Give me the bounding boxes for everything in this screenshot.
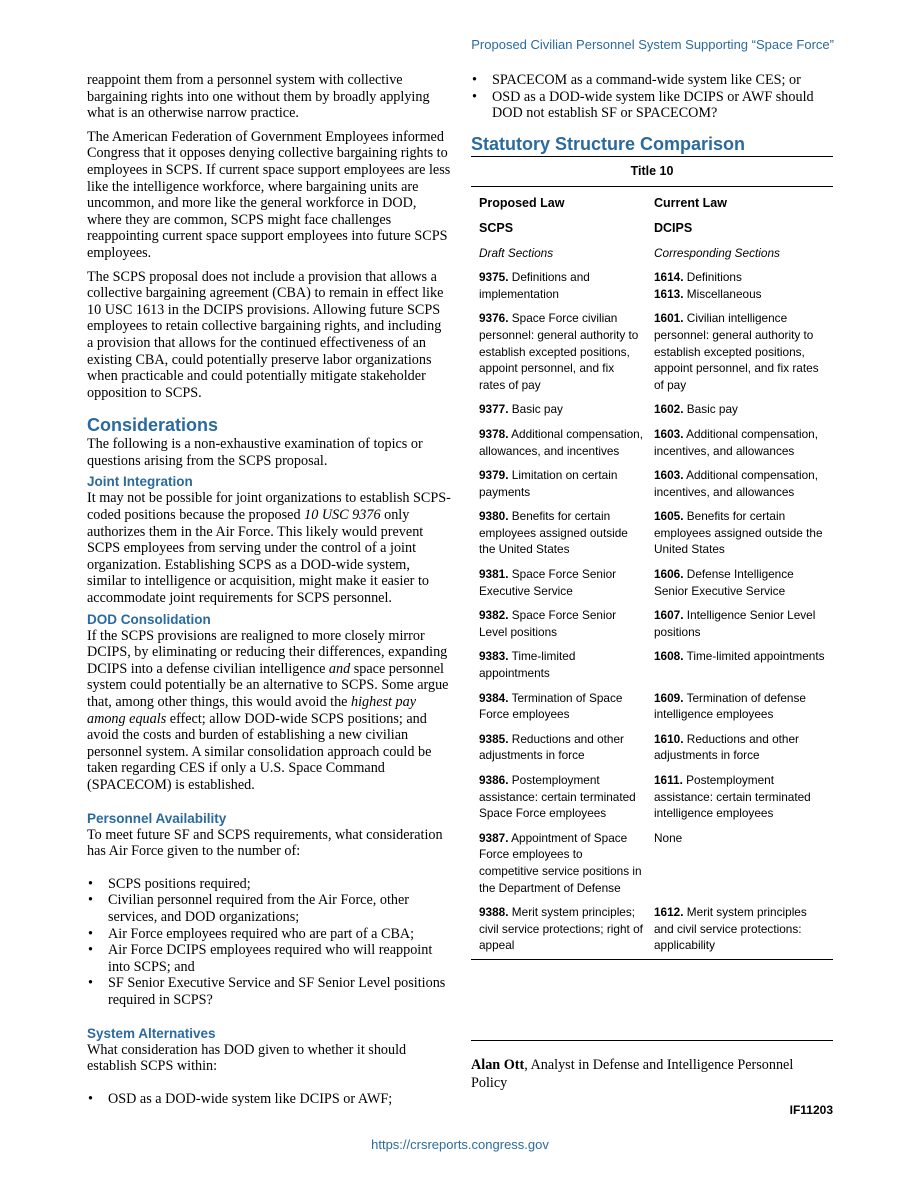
paragraph: The SCPS proposal does not include a provision that allows a collective bargaining agreement (CBA) to remain in effect like 10 USC 1613 in the DCIPS provisions. Allowing future SCPS employees to retain collective bargaining rights, and including a provision that allows for the continued effectiveness of an existing CBA, could potentially preserve labor organizations when practicable and could potentially mitigate stakeholder opposition to SCPS.: [87, 268, 444, 401]
current-cell: None: [654, 830, 683, 845]
table-note-row: [471, 245, 833, 270]
personnel-intro: To meet future SF and SCPS requirements, what consideration has Air Force given to the number of:: [87, 826, 443, 860]
proposed-cell: 9378. Additional compensation, allowances, and incentives: [479, 426, 643, 458]
table-caption-row: [471, 157, 833, 187]
proposed-cell: 9381. Space Force Senior Executive Service: [479, 567, 617, 598]
column-note: Corresponding Sections: [654, 245, 780, 260]
column-header: Proposed Law: [479, 196, 565, 211]
dod-consolidation-heading: DOD Consolidation: [87, 611, 211, 627]
current-cell: 1603. Additional compensation, incentives, and allowances: [654, 468, 818, 499]
current-cell: 1605. Benefits for certain employees assigned outside the United States: [654, 509, 823, 557]
table-row: [471, 310, 833, 401]
current-cell: 1612. Merit system principles and civil service protections: applicability: [650, 904, 833, 959]
table-row: [471, 648, 833, 689]
proposed-cell: 9379. Limitation on certain payments: [479, 468, 618, 499]
paragraph: reappoint them from a personnel system with collective bargaining rights into one without them by broadly applying what is an otherwise narrow practice.: [87, 72, 430, 122]
table-row: [471, 772, 833, 830]
author-title: , Analyst in Defense and Intelligence Personnel Policy: [471, 1057, 794, 1091]
list-item: • Air Force DCIPS employees required who will reappoint into SCPS; and: [87, 942, 451, 975]
list-item: • OSD as a DOD-wide system like DCIPS or AWF should DOD not establish SF or SPACECOM?: [471, 89, 833, 122]
table-row: [471, 830, 833, 904]
proposed-cell: 9377. Basic pay: [479, 402, 563, 417]
current-cell: 1614. Definitions 1613. Miscellaneous: [654, 270, 762, 301]
proposed-cell: 9386. Postemployment assistance: certain terminated Space Force employees: [479, 773, 636, 821]
column-subheader: SCPS: [479, 220, 514, 235]
current-cell: 1609. Termination of defense intelligence employees: [654, 690, 806, 722]
list-item: • SCPS positions required;: [87, 876, 451, 893]
system-list-left: [87, 1091, 451, 1108]
proposed-cell: 9383. Time-limited appointments: [479, 649, 576, 681]
table-row: [471, 566, 833, 607]
list-item: • Air Force employees required who are part of a CBA;: [87, 926, 451, 943]
joint-integration-heading: Joint Integration: [87, 474, 193, 490]
column-subheader: DCIPS: [654, 220, 693, 235]
table-subheader-row: [471, 220, 833, 245]
document-id: IF11203: [789, 1103, 833, 1117]
column-note: Draft Sections: [479, 245, 554, 260]
paragraph: The American Federation of Government Employees informed Congress that it opposes denying collective bargaining rights to employees in SCPS. If current space support employees are less like the intelligence workforce, where bargaining units are uncommon, and more like the general workforce in DOD, where they are common, SCPS might face challenges reappointing current space support employees into future SCPS employees.: [87, 128, 451, 261]
current-cell: 1603. Additional compensation, incentives, and allowances: [654, 426, 818, 458]
comparison-heading: Statutory Structure Comparison: [471, 134, 833, 157]
current-cell: 1601. Civilian intelligence personnel: general authority to establish excepted positions, appoint personnel, and fix rates of pay: [654, 311, 819, 392]
table-row: [471, 426, 833, 467]
column-header: Current Law: [654, 196, 727, 211]
table-row: [471, 690, 833, 731]
proposed-cell: 9375. Definitions and implementation: [479, 270, 590, 301]
proposed-cell: 9387. Appointment of Space Force employees to competitive service positions in the Department of Defense: [479, 830, 642, 895]
current-cell: 1608. Time-limited appointments: [654, 649, 825, 664]
table-row: [471, 269, 833, 310]
comparison-table: [471, 157, 833, 960]
list-item: • Civilian personnel required from the Air Force, other services, and DOD organizations;: [87, 892, 451, 925]
table-row: [471, 731, 833, 772]
dod-consolidation-paragraph: If the SCPS provisions are realigned to more closely mirror DCIPS, by eliminating or reducing their differences, expanding DCIPS into a defense civilian intelligence and space personnel system could potentially be an alternative to SCPS. Some argue that, among other things, this would avoid the highest pay among equals effect; allow DOD-wide SCPS positions; and avoid the costs and burden of establishing a new civilian personnel system. A similar consolidation approach could be taken regarding CES if only a U.S. Space Command (SPACECOM) is established.: [87, 627, 449, 793]
joint-integration-paragraph: It may not be possible for joint organizations to establish SCPS-coded positions because the proposed 10 USC 9376 only authorizes them in the Air Force. This likely would prevent SCPS employees from serving under the control of a joint organization. Establishing SCPS as a DOD-wide system, similar to intelligence or acquisition, might make it easier to accommodate joint requirements for SCPS personnel.: [87, 490, 451, 607]
table-row: [471, 508, 833, 566]
list-item: • SPACECOM as a command-wide system like CES; or: [471, 72, 833, 89]
running-header: Proposed Civilian Personnel System Supporting “Space Force”: [471, 37, 834, 52]
list-item: • OSD as a DOD-wide system like DCIPS or AWF;: [87, 1091, 451, 1108]
system-alternatives-heading: System Alternatives: [87, 1025, 216, 1041]
list-item: • SF Senior Executive Service and SF Senior Level positions required in SCPS?: [87, 975, 451, 1008]
proposed-cell: 9384. Termination of Space Force employees: [479, 690, 623, 722]
current-cell: 1606. Defense Intelligence Senior Executive Service: [654, 567, 794, 598]
proposed-cell: 9376. Space Force civilian personnel: general authority to establish excepted positions, appoint personnel, and fix rates of pay: [479, 311, 639, 392]
author-block: [471, 1040, 833, 1092]
considerations-heading: Considerations: [87, 415, 219, 436]
right-column: [471, 72, 833, 960]
current-cell: 1611. Postemployment assistance: certain terminated intelligence employees: [654, 773, 811, 821]
current-cell: 1610. Reductions and other adjustments in force: [654, 731, 799, 763]
footer-link[interactable]: https://crsreports.congress.gov: [371, 1137, 549, 1152]
system-list-right: [471, 72, 833, 122]
proposed-cell: 9380. Benefits for certain employees assigned outside the United States: [479, 509, 628, 557]
author-name: Alan Ott: [471, 1057, 525, 1073]
table-caption: Title 10: [471, 157, 833, 187]
current-cell: 1602. Basic pay: [654, 402, 738, 417]
table-row: [471, 467, 833, 508]
current-cell: 1607. Intelligence Senior Level positions: [654, 608, 816, 639]
proposed-cell: 9385. Reductions and other adjustments in force: [479, 731, 624, 763]
proposed-cell: 9382. Space Force Senior Level positions: [479, 608, 617, 639]
considerations-intro: The following is a non-exhaustive examination of topics or questions arising from the SCPS proposal.: [87, 436, 423, 469]
table-header-row: [471, 187, 833, 220]
proposed-cell: 9388. Merit system principles; civil service protections; right of appeal: [471, 904, 650, 959]
personnel-list: [87, 876, 451, 1009]
left-column: [87, 72, 451, 1107]
personnel-availability-heading: Personnel Availability: [87, 810, 227, 826]
system-intro: What consideration has DOD given to whether it should establish SCPS within:: [87, 1041, 407, 1075]
table-row: [471, 401, 833, 426]
table-row: [471, 904, 833, 959]
table-row: [471, 607, 833, 648]
